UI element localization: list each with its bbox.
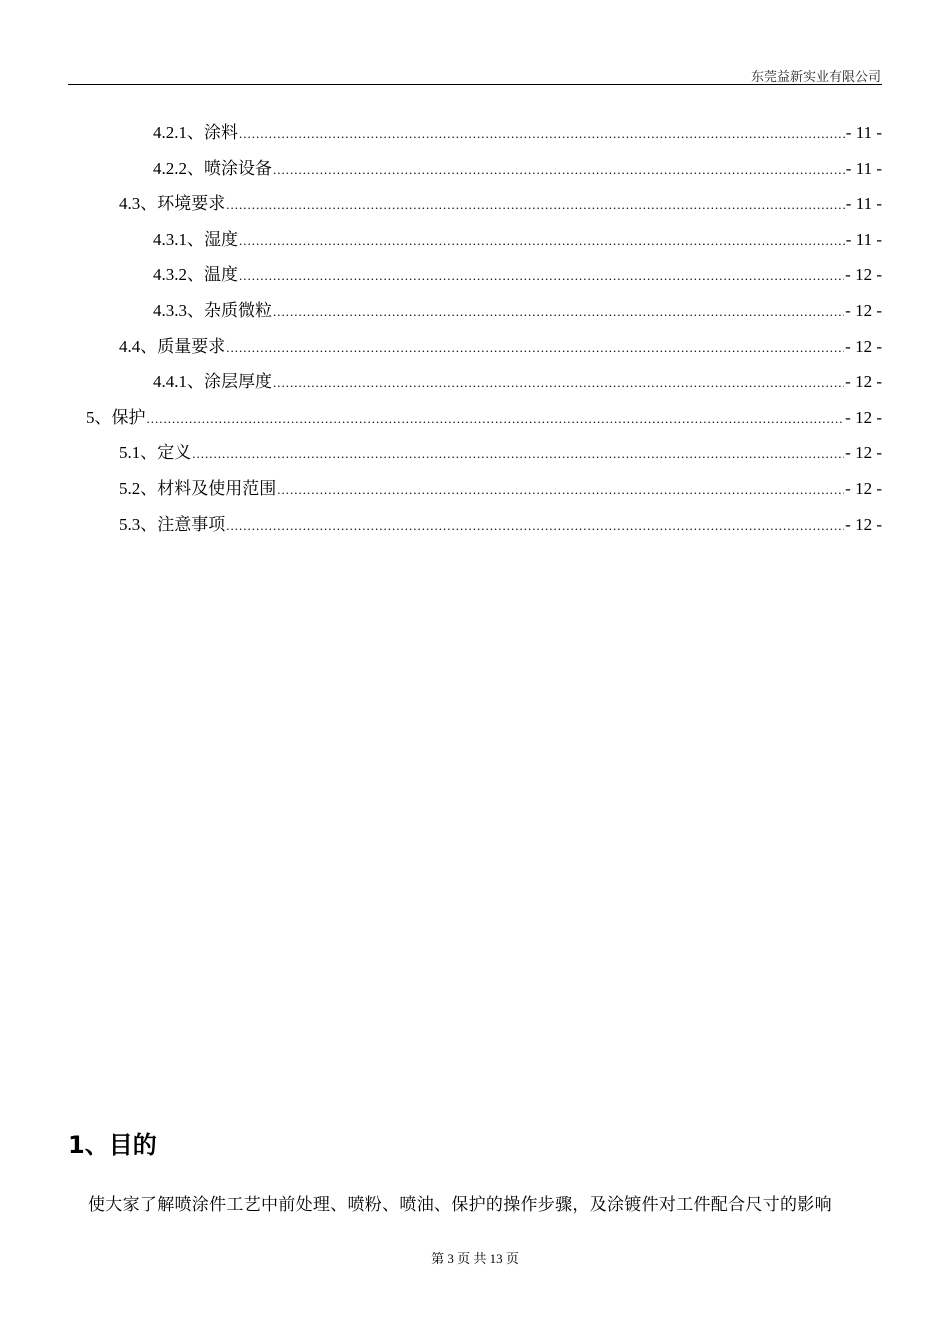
toc-entry-4-3-3[interactable] <box>68 296 882 332</box>
toc-entry-title: 4.4、质量要求 <box>119 336 226 356</box>
toc-entry-title: 4.3.2、温度 <box>153 265 238 285</box>
toc-entry-title: 5.3、注意事项 <box>119 514 226 534</box>
toc-entry-4-2-2[interactable] <box>68 154 882 190</box>
toc-entry-4-2-1[interactable] <box>68 118 882 154</box>
toc-entry-title: 4.4.1、涂层厚度 <box>153 372 272 392</box>
toc-entry-5[interactable] <box>68 403 882 439</box>
toc-leader-dots <box>277 482 844 498</box>
header-company-name: 东莞益新实业有限公司 <box>750 69 881 84</box>
toc-entry-title: 4.2.1、涂料 <box>153 123 238 142</box>
toc-entry-page: - 12 - <box>845 478 882 498</box>
toc-entry-page: - 11 - <box>845 158 882 178</box>
toc-leader-dots <box>147 411 845 427</box>
toc-entry-page: - 12 - <box>845 372 882 392</box>
toc-entry-5-2[interactable] <box>68 474 882 510</box>
toc-entry-title: 4.3、环境要求 <box>119 194 226 214</box>
toc-entry-page: - 12 - <box>845 514 882 534</box>
toc-leader-dots <box>226 518 844 534</box>
toc-leader-dots <box>239 268 844 284</box>
toc-entry-4-3-1[interactable] <box>68 225 882 261</box>
toc-leader-dots <box>239 126 845 142</box>
toc-entry-page: - 12 - <box>845 336 882 356</box>
section-heading: 1、目的 <box>68 1131 157 1159</box>
toc-leader-dots <box>226 197 845 213</box>
toc-entry-title: 4.3.1、湿度 <box>153 229 238 249</box>
toc-entry-page: - 11 - <box>845 123 882 142</box>
toc-entry-4-3-2[interactable] <box>68 260 882 296</box>
toc-entry-4-3[interactable] <box>68 189 882 225</box>
toc-entry-page: - 12 - <box>845 300 882 320</box>
toc-entry-title: 5.2、材料及使用范围 <box>119 478 277 498</box>
toc-entry-5-3[interactable] <box>68 510 882 546</box>
page-number-footer: 第 3 页 共 13 页 <box>431 1251 519 1266</box>
toc-entry-4-4[interactable] <box>68 332 882 368</box>
toc-entry-title: 4.2.2、喷涂设备 <box>153 158 272 178</box>
toc-leader-dots <box>239 233 845 249</box>
toc-entry-5-1[interactable] <box>68 438 882 474</box>
toc-leader-dots <box>273 375 844 391</box>
toc-entry-page: - 12 - <box>845 443 882 463</box>
toc-entry-title: 5.1、定义 <box>119 443 192 463</box>
toc-leader-dots <box>273 304 844 320</box>
toc-entry-page: - 11 - <box>845 229 882 249</box>
toc-entry-page: - 12 - <box>845 407 882 427</box>
toc-entry-4-4-1[interactable] <box>68 367 882 403</box>
section-paragraph: 使大家了解喷涂件工艺中前处理、喷粉、喷油、保护的操作步骤，及涂镀件对工件配合尺寸的影响 <box>88 1195 832 1214</box>
toc-leader-dots <box>273 162 845 178</box>
toc-entry-page: - 11 - <box>845 194 882 214</box>
toc-leader-dots <box>226 340 844 356</box>
toc-leader-dots <box>192 446 844 462</box>
table-of-contents <box>68 118 882 545</box>
toc-entry-page: - 12 - <box>845 265 882 285</box>
header-divider <box>68 84 882 85</box>
toc-entry-title: 4.3.3、杂质微粒 <box>153 300 272 320</box>
toc-entry-title: 5、保护 <box>86 407 146 427</box>
